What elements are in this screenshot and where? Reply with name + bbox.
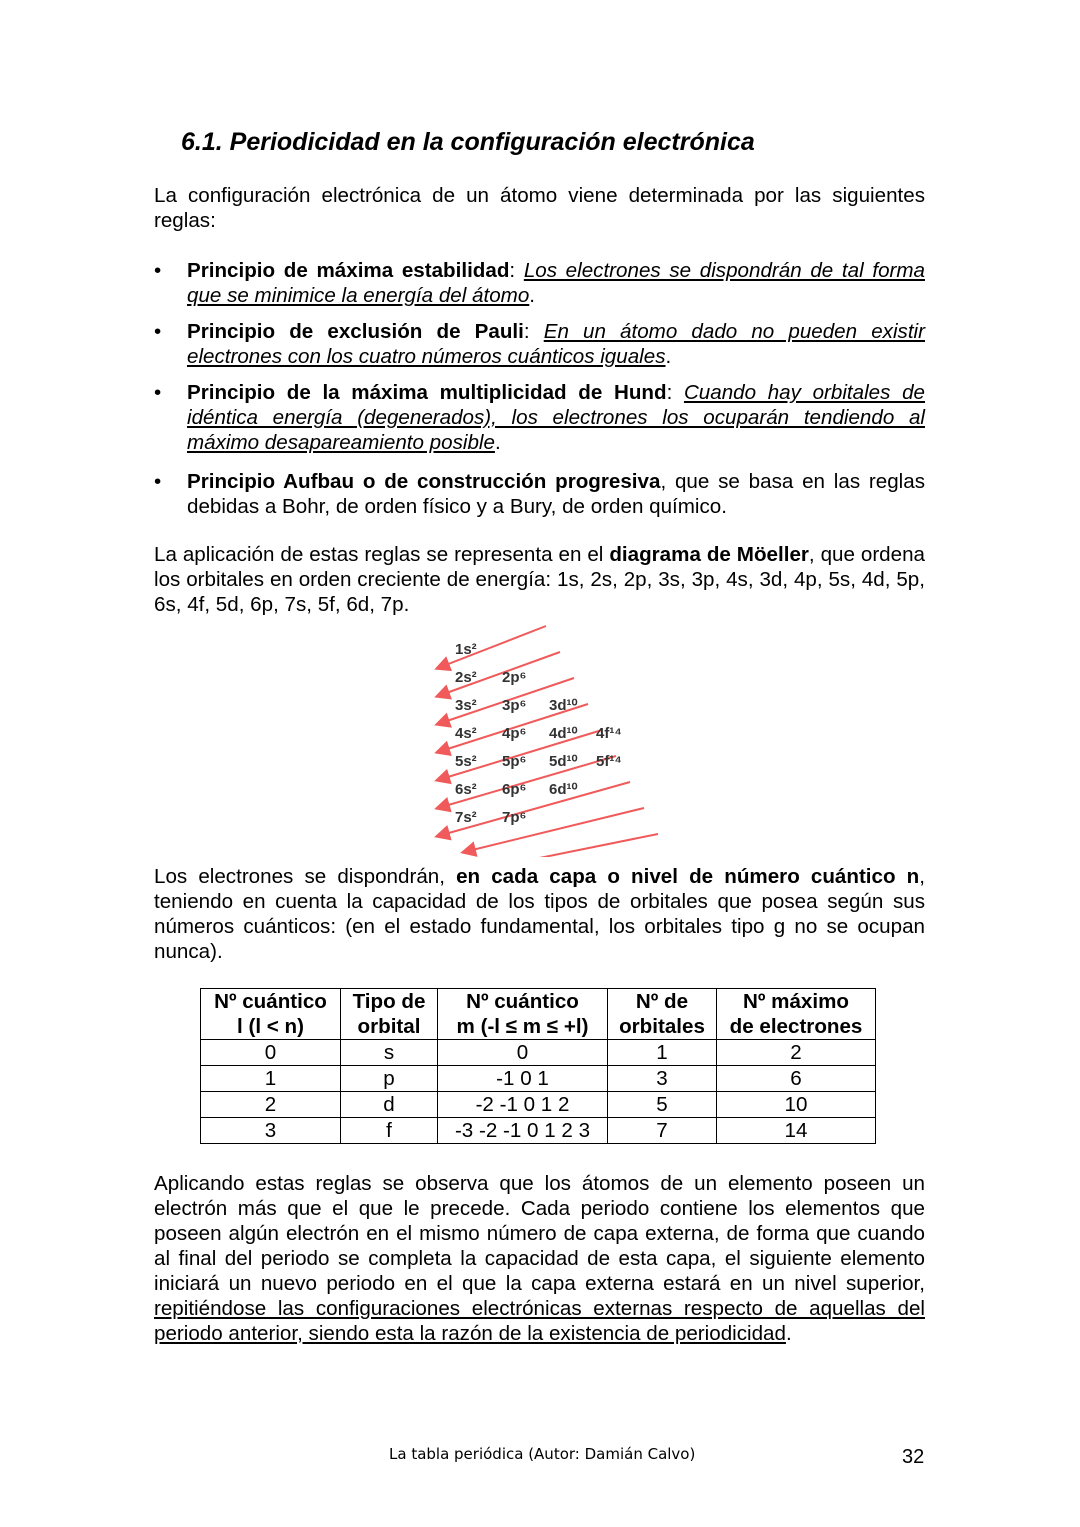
capas-paragraph <box>154 864 925 964</box>
orbital-label: 5p⁶ <box>502 753 527 770</box>
bullet-icon: • <box>154 320 162 343</box>
header-l <box>201 989 341 1040</box>
orbital-label: 5f¹⁴ <box>596 753 622 770</box>
page-footer: La tabla periódica (Autor: Damián Calvo) <box>389 1445 696 1463</box>
table-cell: 0 <box>201 1040 341 1066</box>
orbital-label: 1s² <box>455 641 477 658</box>
rule-title: Principio de la máxima multiplicidad de Hund <box>187 381 667 404</box>
header-line: l (l < n) <box>237 1015 304 1038</box>
rule-end: . <box>529 284 536 307</box>
table-cell: d <box>341 1092 438 1118</box>
table-cell: 14 <box>717 1118 876 1144</box>
table-row <box>201 1066 876 1092</box>
rule-text: En un átomo dado no pueden existir electrones con los cuatro números cuánticos iguales <box>187 320 925 368</box>
final-text: Aplicando estas reglas se observa que los átomos de un elemento poseen un electrón más que el que le precede. Cada periodo contiene los elementos que poseen algún electrón en el mismo número de capa externa, de forma que cuando al final del periodo se completa la capacidad de esta capa, el siguiente elemento iniciará un nuevo periodo en el que la capa externa estará en un nivel superior, <box>154 1172 925 1295</box>
orbital-label: 4s² <box>455 725 477 742</box>
table-cell: 3 <box>608 1066 717 1092</box>
header-line: Nº máximo <box>743 990 849 1013</box>
capas-text-after: , teniendo en cuenta la capacidad de los tipos de orbitales que posea según sus números cuánticos: (en el estado fundamental, los orbitales tipo g no se ocupan nunca). <box>154 865 925 963</box>
table-cell: 2 <box>201 1092 341 1118</box>
header-m <box>438 989 608 1040</box>
moeller-paragraph <box>154 542 925 617</box>
table-cell: 0 <box>438 1040 608 1066</box>
orbital-label: 3p⁶ <box>502 697 527 714</box>
table-cell: 1 <box>608 1040 717 1066</box>
header-line: Nº cuántico <box>214 990 327 1013</box>
table-cell: -3 -2 -1 0 1 2 3 <box>438 1118 608 1144</box>
quantum-table <box>200 988 876 1144</box>
orbital-label: 4p⁶ <box>502 725 527 742</box>
orbital-label: 4f¹⁴ <box>596 725 622 742</box>
rule-separator: : <box>509 259 524 282</box>
moeller-text-after: , que ordena los orbitales en orden creciente de energía: 1s, 2s, 2p, 3s, 3p, 4s, 3d, 4p, 5s, 4d, 5p, 6s, 4f, 5d, 6p, 7s, 5f, 6d, 7p. <box>154 543 925 616</box>
rule-item <box>154 258 925 308</box>
table-cell: s <box>341 1040 438 1066</box>
rule-item <box>154 319 925 369</box>
table-cell: 5 <box>608 1092 717 1118</box>
orbital-label: 5s² <box>455 753 477 770</box>
page-number: 32 <box>902 1446 925 1468</box>
orbital-label: 6s² <box>455 781 477 798</box>
orbital-label: 5d¹⁰ <box>549 753 578 770</box>
final-underlined-text: repitiéndose las configuraciones electrónicas externas respecto de aquellas del periodo anterior, siendo esta la razón de la existencia de periodicidad <box>154 1297 925 1345</box>
orbital-label: 7s² <box>455 809 477 826</box>
header-line: orbitales <box>619 1015 705 1038</box>
header-line: orbital <box>357 1015 421 1038</box>
capas-bold: en cada capa o nivel de número cuántico n <box>456 865 920 888</box>
table-cell: -2 -1 0 1 2 <box>438 1092 608 1118</box>
table-cell: p <box>341 1066 438 1092</box>
table-cell: 6 <box>717 1066 876 1092</box>
orbital-label: 7p⁶ <box>502 809 527 826</box>
rule-separator: : <box>666 381 684 404</box>
rule-title: Principio Aufbau o de construcción progresiva <box>187 470 661 493</box>
table-cell: 7 <box>608 1118 717 1144</box>
rule-item <box>154 469 925 519</box>
header-line: de electrones <box>729 1015 863 1038</box>
orbital-label: 3s² <box>455 697 477 714</box>
rule-end: . <box>494 431 501 454</box>
rule-separator: : <box>523 320 544 343</box>
diagonal-arrow <box>490 834 658 857</box>
rule-item <box>154 380 925 455</box>
table-header-row <box>201 989 876 1040</box>
orbital-label: 2s² <box>455 669 477 686</box>
moeller-diagram <box>430 622 660 857</box>
moeller-bold: diagrama de Möeller <box>609 543 809 566</box>
orbital-label: 6p⁶ <box>502 781 527 798</box>
header-line: Tipo de <box>352 990 426 1013</box>
rules-list <box>154 258 925 530</box>
table-cell: 2 <box>717 1040 876 1066</box>
table-cell: 1 <box>201 1066 341 1092</box>
rule-text: Los electrones se dispondrán de tal forma que se minimice la energía del átomo <box>187 259 925 307</box>
table-row <box>201 1118 876 1144</box>
final-end: . <box>785 1322 792 1345</box>
orbital-label: 2p⁶ <box>502 669 527 686</box>
rule-end: . <box>665 345 672 368</box>
final-paragraph <box>154 1171 925 1346</box>
orbital-label: 4d¹⁰ <box>549 725 578 742</box>
section-heading: 6.1. Periodicidad en la configuración electrónica <box>181 128 755 156</box>
table-cell: 10 <box>717 1092 876 1118</box>
header-line: Nº cuántico <box>466 990 579 1013</box>
moeller-text-before: La aplicación de estas reglas se representa en el <box>154 543 610 566</box>
bullet-icon: • <box>154 381 162 404</box>
capas-text-before: Los electrones se dispondrán, <box>154 865 457 888</box>
rule-title: Principio de exclusión de Pauli <box>187 320 524 343</box>
rule-title: Principio de máxima estabilidad <box>187 259 510 282</box>
header-tipo <box>341 989 438 1040</box>
header-line: m (-l ≤ m ≤ +l) <box>456 1015 589 1038</box>
table-row <box>201 1040 876 1066</box>
rule-text: Cuando hay orbitales de idéntica energía (degenerados), los electrones los ocuparán tendiendo al máximo desapareamiento posible <box>187 381 925 454</box>
table-cell: 3 <box>201 1118 341 1144</box>
table-cell: -1 0 1 <box>438 1066 608 1092</box>
header-electrones <box>717 989 876 1040</box>
diagonal-arrow <box>464 808 644 852</box>
orbital-label: 3d¹⁰ <box>549 697 578 714</box>
header-orbitales <box>608 989 717 1040</box>
orbital-label: 6d¹⁰ <box>549 781 578 798</box>
bullet-icon: • <box>154 259 162 282</box>
rule-text: , que se basa en las reglas debidas a Bohr, de orden físico y a Bury, de orden químico. <box>187 470 926 518</box>
intro-paragraph: La configuración electrónica de un átomo viene determinada por las siguientes reglas: <box>154 184 925 232</box>
table-cell: f <box>341 1118 438 1144</box>
header-line: Nº de <box>635 990 689 1013</box>
table-row <box>201 1092 876 1118</box>
bullet-icon: • <box>154 470 162 493</box>
